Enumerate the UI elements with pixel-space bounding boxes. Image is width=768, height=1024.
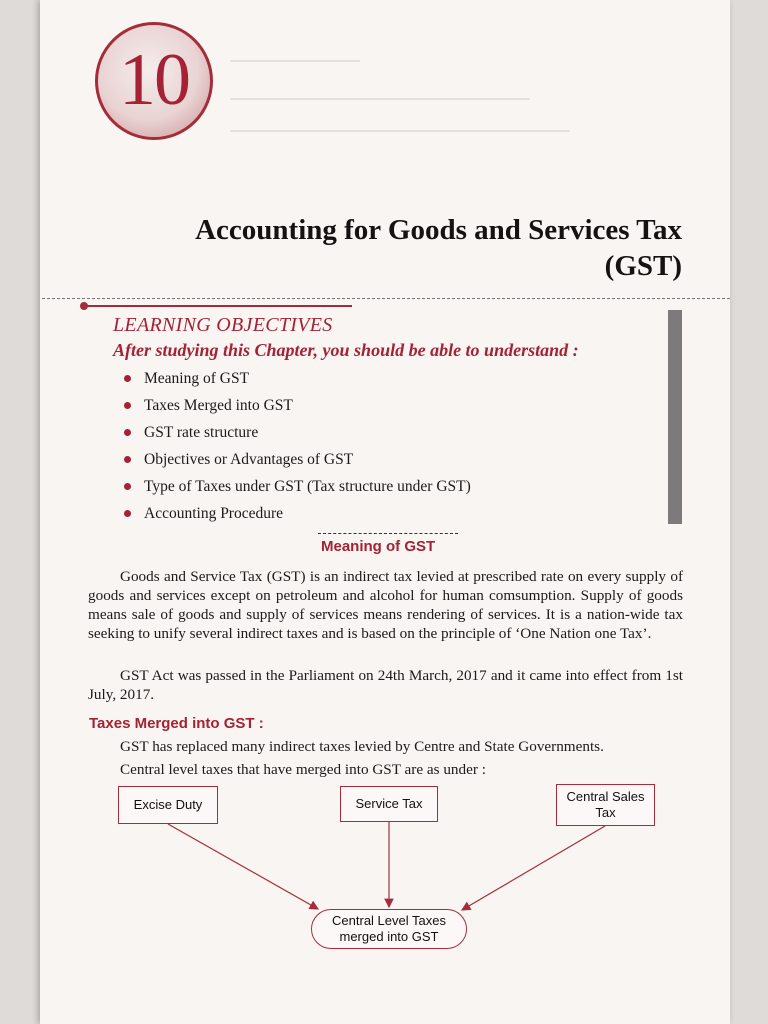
list-item: Objectives or Advantages of GST [124, 449, 471, 476]
list-item: Accounting Procedure [124, 503, 471, 530]
chapter-title-line1: Accounting for Goods and Services Tax [195, 214, 682, 246]
taxes-merged-line-1: GST has replaced many indirect taxes levied by Centre and State Governments. [120, 738, 604, 755]
central-level-taxes-box: Central Level Taxes merged into GST [311, 909, 467, 949]
service-tax-box: Service Tax [340, 786, 438, 822]
arrow-excise [168, 824, 318, 909]
list-item: Meaning of GST [124, 368, 471, 395]
central-sales-tax-box: Central Sales Tax [556, 784, 655, 826]
list-item: Type of Taxes under GST (Tax structure under GST) [124, 476, 471, 503]
meaning-paragraph-2: GST Act was passed in the Parliament on 24th March, 2017 and it came into effect from 1st July, 2017. [88, 667, 683, 703]
meaning-paragraph-1: Goods and Service Tax (GST) is an indirect tax levied at prescribed rate on every supply of goods and services except on petroleum and alcohol for human comsumption. Supply of goods means sale of goods and supply of services means rendering of services. It is a nation-wide tax seeking to unify several indirect taxes and is based on the principle of ‘One Nation one Tax’. [88, 568, 683, 642]
objectives-subheading: After studying this Chapter, you should be able to understand : [113, 340, 579, 360]
taxes-merged-heading: Taxes Merged into GST : [89, 715, 264, 732]
chapter-number: 10 [119, 39, 189, 121]
chapter-title-line2: (GST) [604, 250, 682, 282]
excise-duty-box: Excise Duty [118, 786, 218, 824]
objectives-heading: LEARNING OBJECTIVES [113, 314, 333, 336]
arrow-central-sales [462, 826, 605, 910]
taxes-merged-line-2: Central level taxes that have merged into GST are as under : [120, 761, 486, 778]
list-item: GST rate structure [124, 422, 471, 449]
meaning-heading: Meaning of GST [321, 538, 436, 555]
list-item: Taxes Merged into GST [124, 395, 471, 422]
